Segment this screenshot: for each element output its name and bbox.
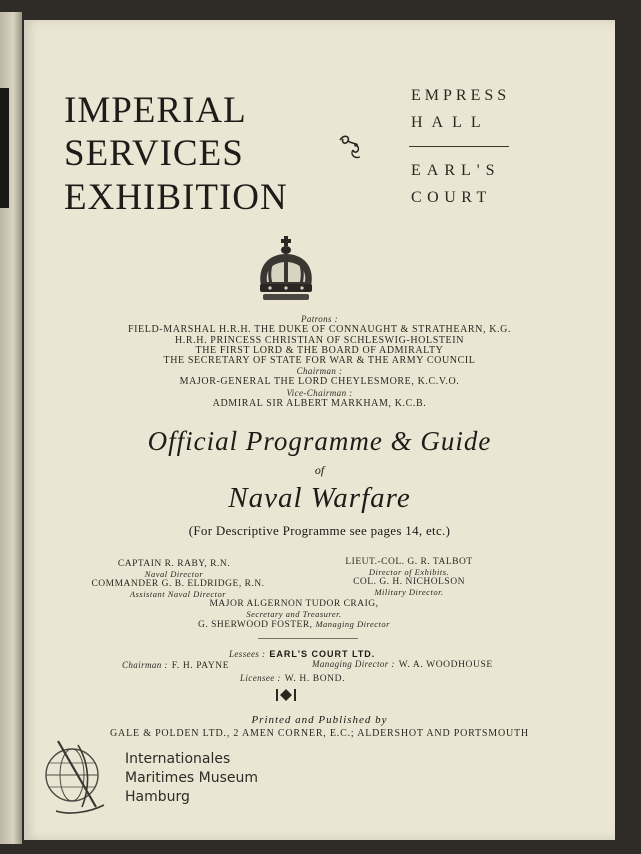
officer-foster-role: Managing Director: [315, 619, 390, 629]
officer-raby: [94, 559, 254, 580]
programme-subject: Naval Warfare: [228, 482, 411, 514]
officer-talbot: [324, 557, 494, 578]
title-line-2: SERVICES: [64, 133, 244, 174]
title-line-1: IMPERIAL: [64, 90, 247, 131]
licensee-line: [240, 668, 345, 686]
lessees-name: EARL'S COURT LTD.: [269, 649, 376, 659]
programme-heading: Official Programme & Guide: [147, 426, 492, 456]
floral-ornament-icon: [336, 132, 366, 162]
officer-raby-role: Naval Director: [144, 568, 204, 579]
officer-craig-name: MAJOR ALGERNON TUDOR CRAIG,: [209, 599, 379, 609]
museum-line-2: Maritimes Museum: [125, 770, 259, 786]
officer-nicholson: [324, 577, 494, 598]
chairman-name: MAJOR-GENERAL THE LORD CHEYLESMORE, K.C.V.O.: [179, 376, 460, 387]
venue-line-3: EARL'S: [411, 162, 501, 179]
officer-eldridge-role: Assistant Naval Director: [129, 588, 227, 599]
officer-eldridge-name: COMMANDER G. B. ELDRIDGE, R.N.: [91, 579, 265, 589]
document-page: [24, 20, 615, 840]
patrons-label: Patrons :: [300, 314, 339, 324]
lessees-md-name: W. A. WOODHOUSE: [398, 660, 493, 670]
officer-raby-name: CAPTAIN R. RABY, R.N.: [117, 559, 231, 569]
diamond-ornament-icon: [276, 688, 296, 702]
programme-note: (For Descriptive Programme see pages 14, etc.): [188, 523, 451, 538]
officer-foster: [24, 620, 564, 631]
venue-divider: [409, 146, 509, 147]
officer-eldridge: [86, 579, 270, 600]
officer-nicholson-role: Military Director.: [374, 586, 444, 597]
lessees-chairman-name: F. H. PAYNE: [171, 661, 230, 671]
lessees-divider: [258, 638, 358, 639]
lessees-chairman: [122, 655, 229, 673]
patron-2: H.R.H. PRINCESS CHRISTIAN OF SCHLESWIG-HOLSTEIN: [174, 335, 465, 346]
printer-line-1: Printed and Published by: [251, 714, 388, 726]
officer-craig-role: Secretary and Treasurer.: [246, 608, 342, 619]
lessees-chairman-label: Chairman :: [122, 660, 168, 670]
museum-line-3: Hamburg: [125, 789, 190, 805]
lessees-md-label: Managing Director :: [312, 659, 395, 669]
patron-3: THE FIRST LORD & THE BOARD OF ADMIRALTY: [195, 345, 444, 356]
officer-foster-name: G. SHERWOOD FOSTER,: [198, 620, 313, 630]
venue-line-2: HALL: [411, 114, 490, 131]
venue-line-4: COURT: [411, 189, 492, 206]
museum-line-1: Internationales: [125, 751, 231, 767]
venue-line-1: EMPRESS: [411, 87, 511, 104]
officer-nicholson-name: COL. G. H. NICHOLSON: [353, 577, 465, 587]
officer-talbot-role: Director of Exhibits.: [368, 566, 450, 577]
programme-of: of: [314, 463, 325, 477]
licensee-label: Licensee :: [240, 673, 281, 683]
lessees-label: Lessees :: [229, 649, 266, 659]
title-line-3: EXHIBITION: [64, 177, 288, 218]
licensee-name: W. H. BOND.: [284, 674, 346, 684]
chairman-label: Chairman :: [296, 366, 343, 376]
vice-chairman-name: ADMIRAL SIR ALBERT MARKHAM, K.C.B.: [212, 398, 427, 409]
patron-4: THE SECRETARY OF STATE FOR WAR & THE ARMY COUNCIL: [163, 355, 476, 366]
patron-1: FIELD-MARSHAL H.R.H. THE DUKE OF CONNAUGHT & STRATHEARN, K.G.: [127, 324, 512, 335]
vice-chairman-label: Vice-Chairman :: [286, 388, 353, 398]
adjacent-page-tab: [0, 88, 9, 208]
officer-craig: [24, 599, 564, 620]
museum-logo-icon: [38, 735, 116, 819]
officer-talbot-name: LIEUT.-COL. G. R. TALBOT: [345, 557, 473, 567]
printer-line-2: GALE & POLDEN LTD., 2 AMEN CORNER, E.C.; ALDERSHOT AND PORTSMOUTH: [110, 728, 529, 739]
crown-icon: [255, 236, 317, 302]
